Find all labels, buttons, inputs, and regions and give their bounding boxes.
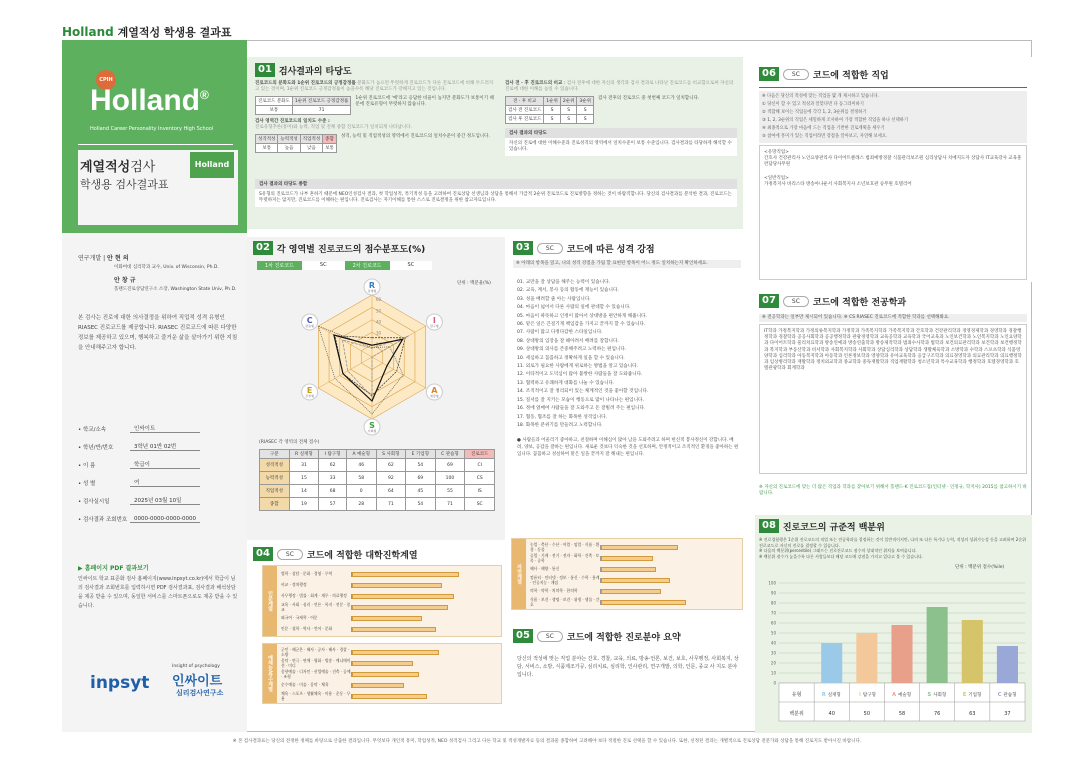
- strength-item: 12. 이타적이고 도덕심이 많아 불쌍한 사람들을 잘 도와줍니다.: [517, 372, 643, 378]
- student-field-label: • 이 름: [78, 463, 96, 469]
- y-tick: 0: [773, 680, 776, 686]
- percentile-bar-C: [997, 646, 1018, 683]
- instruction-item: ④ 최종적으로 가장 마음에 드는 직업을 기반한 진로계획을 세우기: [762, 126, 885, 131]
- strength-item: 03. 성을 배려할 줄 아는 사람입니다.: [517, 296, 591, 302]
- group-label: 예체능/특수계열: [263, 644, 277, 703]
- group-label: 인문계열: [263, 566, 277, 636]
- major-bar-track: [351, 627, 497, 632]
- ring-label: 60: [376, 297, 382, 303]
- major-bar: [352, 605, 448, 610]
- section-title: 코드에 적합한 대학진학계열: [306, 550, 418, 561]
- y-tick: 20: [770, 660, 776, 666]
- percentile-bar-A: [891, 625, 912, 683]
- y-tick: 50: [770, 630, 776, 636]
- major-bar-track: [351, 594, 497, 599]
- major-bar-label: 사무행정 · 법률 · 회계 · 재무 · 의료행정: [281, 593, 347, 599]
- strength-item: 02. 교육, 계서, 봉사 등의 활동에 재능이 있습니다.: [517, 288, 619, 294]
- y-tick: 90: [770, 590, 776, 596]
- type-name: 관습형: [1003, 693, 1017, 698]
- major-bar: [601, 589, 661, 594]
- major-bar-track: [351, 683, 497, 688]
- major-bar-label: 음악 · 연극 · 연예 · 영화 · 방송 · 예니메이션 · 미디: [281, 658, 351, 668]
- pre-post-table: 전 · 후 비교 1순위 2순위 3순위 검사 전 진로코드 S S S 검사 후 진로코드 S S S: [505, 96, 594, 124]
- major-bar: [601, 545, 678, 550]
- major-bar: [601, 600, 686, 605]
- major-bar-label: 교육 · 사회 · 심리 · 언론 · 복지 · 전문 · 종교: [281, 602, 351, 612]
- major-bar-track: [351, 572, 497, 577]
- instruction-item: ※ 다음은 당신의 적성에 맞는 직업을 몇 개 제시하고 있습니다.: [762, 94, 879, 99]
- major-bar: [352, 650, 439, 655]
- strength-item: 08. 상대방의 입장을 잘 헤아려서 배려를 잘합니다.: [517, 338, 619, 344]
- major-bar-track: [600, 556, 738, 561]
- code-letter: E: [306, 386, 313, 395]
- table-row-label: 백분위: [789, 711, 804, 717]
- table-header: E 기업형: [406, 450, 435, 459]
- major-bar: [352, 672, 419, 677]
- instruction-item: ③ 1, 2, 3순위의 직업은 세밀하게 조사하여 가장 적합한 직업을 하나 선택하기: [762, 118, 909, 123]
- y-tick: 30: [770, 650, 776, 656]
- table-cell: 성격적성: [260, 459, 290, 472]
- table-cell: 46: [346, 459, 376, 472]
- code-name: 실재형: [367, 289, 377, 293]
- major-bar-row: [281, 658, 497, 669]
- major-bar-track: [351, 616, 497, 621]
- student-field-value: 인싸이트: [130, 424, 200, 433]
- major-bar: [601, 556, 653, 561]
- table-header: A 예술형: [346, 450, 376, 459]
- code-name: 탐구형: [430, 324, 439, 328]
- ring-label: 30: [376, 330, 382, 336]
- table-header: I 탐구형: [319, 450, 346, 459]
- table-cell: CS: [465, 472, 495, 485]
- footer-note: ※ 본 검사결과표는 당신의 전정한 정체를 바탕으로 산출한 결과입니다. 무엇보다 개인적 흥미, 학업성적, NEO 성격검사 그리고 다른 학교 및 적성개발자료 등의 결과물 종합하여 고려해야 보다 적절한 진로 선택을 할 수 있습니다. 또한, 선정된 결과는 개별적으로 진로상담 전문가와 상담을 통해 진로지도 받아시길 바랍니다.: [232, 739, 862, 744]
- holland-badge: Holland: [190, 152, 234, 178]
- percentile-value: 37: [1004, 711, 1011, 717]
- y-tick: 60: [770, 620, 776, 626]
- type-letter: A: [892, 692, 896, 698]
- strength-item: 06. 맡은 일은 끈질기게 책임감을 가지고 끝까지 할 수 있습니다.: [517, 322, 646, 328]
- major-bar-row: [281, 569, 497, 580]
- major-bar-track: [600, 545, 738, 550]
- type-letter: S: [927, 692, 932, 698]
- major-bar-track: [351, 650, 497, 655]
- table-header: R 실재형: [289, 450, 319, 459]
- section-title: 코드에 적합한 진로분야 요약: [566, 632, 681, 643]
- type-name: 예술형: [898, 693, 912, 698]
- table-cell: 54: [406, 459, 435, 472]
- percentile-value: 50: [863, 711, 871, 717]
- cover-subtitle: 학생용 검사결과표: [80, 178, 169, 191]
- section-number: 08: [759, 519, 779, 533]
- section-title: 코드에 적합한 전공학과: [812, 297, 907, 308]
- author-name: 안 창 규: [114, 277, 136, 284]
- code-letter: I: [432, 316, 436, 325]
- page-title: [62, 24, 232, 40]
- major-bar: [352, 627, 436, 632]
- percentile-value: 76: [933, 711, 941, 717]
- instruction-item: ② 적합해 보이는 직업들에 각각 1, 2, 3순위를 결정하기: [762, 110, 867, 115]
- table-cell: 69: [435, 459, 465, 472]
- major-bar: [352, 616, 422, 621]
- major-bar-row: [281, 647, 497, 658]
- table-cell: 45: [406, 485, 435, 498]
- strength-item: 10. 세심하고 꼼꼼하고 정확하게 일을 할 수 있습니다.: [517, 355, 625, 361]
- table-cell: 종합: [260, 498, 290, 511]
- major-bar-row: [530, 597, 738, 608]
- percentile-value: 63: [969, 711, 976, 717]
- instruction-item: ⑤ 참여에 흥미가 있는 직업이라면 장점을 알아보고, 자연해 보세요.: [762, 134, 888, 139]
- student-field: [78, 469, 240, 487]
- student-field-value: 0000-0000-0000-0000: [130, 516, 200, 523]
- major-bar-track: [600, 589, 738, 594]
- table-cell: 71: [435, 498, 465, 511]
- ring-label: 50: [376, 308, 382, 314]
- table-header: 진로코드: [465, 450, 495, 459]
- percentile-bar-R: [821, 643, 842, 683]
- student-field: [78, 415, 240, 433]
- major-bar-row: [530, 575, 738, 586]
- table-cell: 0: [346, 485, 376, 498]
- major-group: [262, 643, 502, 704]
- y-tick: 100: [768, 580, 776, 586]
- section-number: 01: [255, 63, 275, 77]
- strength-item: 17. 협동, 협조를 잘 하는 화목한 성격입니다.: [517, 414, 607, 420]
- riasec-score-table: [259, 449, 495, 511]
- ring-label: 40: [376, 319, 382, 325]
- major-bar-row: [281, 624, 497, 635]
- instruction-item: ① 당신이 할 수 있고 적성과 알맞다면 다 동그라미하기: [762, 102, 864, 107]
- percentile-bar-S: [927, 607, 948, 683]
- type-letter: C: [997, 692, 1002, 698]
- student-field-label: • 검사실시일: [78, 499, 110, 505]
- section-title: 코드에 따른 성격 강점: [566, 244, 655, 255]
- student-field-value: 학급이: [130, 460, 200, 469]
- publisher-logo: inpsyt Insight of psychology 인싸이트 심리검사연구소: [90, 664, 224, 697]
- section-title: 진로코드의 규준적 백분위: [782, 522, 885, 533]
- homepage-guide: ▶ 홈페이지 PDF 결과보기 인싸이트 학교 표준화 검사 홈페이지(www.inpsyt.co.kr)에서 학급이 님의 검사결과 조회번호를 입력하시면 PDF 검사결과표, 검사결과 해석상담을 제공 받을 수 있으며, 동일한 서비스를 스마트폰으로도 제공 받을 수 있습니다.: [78, 565, 238, 609]
- major-group: [511, 538, 743, 610]
- percentile-bar-E: [962, 620, 983, 683]
- major-bar-label: 컴퓨터 · 인터넷 · 정보 · 통신 · 수학 · 통계 · 인공지능 · 게임: [530, 575, 600, 585]
- test-description: 본 검사는 진로에 대한 의사결정을 위하여 직업적 성격 유형인 RIASEC 진로코드를 제공합니다. RIASEC 진로코드에 따른 다양한 정보를 제공하고 있으며, 행복하고 즐거운 삶을 살아가기 위한 지침을 안내해주고자 합니다.: [78, 315, 238, 351]
- code-letter: S: [369, 421, 375, 430]
- major-bar: [601, 567, 656, 572]
- table-cell: IS: [465, 485, 495, 498]
- major-bar-label: 비교 · 정치행정: [281, 582, 307, 588]
- type-name: 사회형: [933, 693, 947, 698]
- student-field-label: • 성 별: [78, 481, 96, 487]
- major-bar-label: 법학 · 상담 · 문화 · 경영 · 무역: [281, 571, 333, 577]
- student-field-value: 여: [130, 478, 200, 487]
- table-cell: 69: [406, 472, 435, 485]
- code-name: 진취형: [305, 394, 314, 398]
- student-field: [78, 487, 240, 505]
- table-cell: 54: [406, 498, 435, 511]
- table-cell: 92: [376, 472, 405, 485]
- differentiation-table: 진로코드 분화도 1순위 진로코드 긍정감정률 보통 71: [255, 96, 351, 115]
- table-cell: 직업적성: [260, 485, 290, 498]
- section-strengths: 03 SC 코드에 따른 성격 강점 ※ 아래의 항목을 읽고, 나의 성격 강점을 가림 할 표현된 항목이 어느 정도 일치하는지 확인하세요. 01. 교만을 잘 상담을 해주는 능력이 있습니다. 02. 교육, 계서, 봉사 등의 활동에 재능이 있습니다. 03. 성을 배려할 줄 아는 사람입니다. 04. 마음이 넓어서 다른 사람의 일에 관대할 수 있습니다. 05. 마음이 따뜻하고 인정이 많아서 상대방을 편안하게 해줍니다. 06. 맡은 일은 끈질기게 책임감을 가지고 끝까지 할 수 있습니다. 07. 사람이 많고 다정다감한 스타일입니다. 08. 상대방의 입장을 잘 헤아려서 배려를 잘합니다. 09. 상대방의 의사를 존중해주려고 노력하는 편입니다. 10. 세심하고 꼼꼼하고 정확하게 일을 할 수 있습니다. 11. 외로가 필요한 사람에게 위로하는 방법을 알고 있습니다. 12. 이타적이고 도덕심이 많아 불쌍한 사람들을 잘 도와줍니다. 13. 협력하고 유쾌하게 대화를 나눌 수 있습니다. 14. 조직적이고 잘 정리되어 있는 체계적인 것을 좋아할 것입니다. 15. 질서를 잘 지키는 모습이 행동으로 많이 나타나는 편입니다. 16. 정에 얽매여 사람들을 잘 도와주고 돈 잘빌려 주는 편입니다. 17. 협동, 협조를 잘 하는 화목한 성격입니다. 18. 화목한 분위기를 만들려고 노력합니다. ● 사람들과 어울리기 좋아하고, 친절하며 이해심이 많아 남을 도와주려고 하며 헌신적 봉사정신이 강합니다. 배려, 양보, 공감을 잘하는 편입니다. 새로운 것보다 익숙한 것을 선호하며, 안정적이고 조직적인 환경을 좋아하는 편입니다. 꼼꼼하고 성실하여 맡은 일을 끝까지 잘 해내는 편입니다.: [511, 237, 743, 540]
- code-letter: A: [431, 386, 438, 395]
- type-letter: I: [858, 692, 861, 698]
- cover-panel: [62, 40, 247, 233]
- table-cell: 62: [319, 459, 346, 472]
- y-tick: 10: [770, 670, 776, 676]
- radar-chart: [277, 277, 467, 437]
- percentile-value: 40: [828, 711, 835, 717]
- table-cell: 33: [319, 472, 346, 485]
- table-cell: SC: [465, 498, 495, 511]
- major-bar-row: [281, 602, 497, 613]
- major-group: [262, 565, 502, 637]
- strength-item: 16. 정에 얽매여 사람들을 잘 도와주고 돈 잘빌려 주는 편입니다.: [517, 406, 646, 412]
- major-chart-right: [511, 538, 743, 630]
- consistency-table: 성격적성 능력적성 직업적성 종합 보통 높음 낮음 보통: [255, 134, 337, 153]
- section-number: 04: [253, 547, 273, 561]
- major-bar: [352, 694, 427, 699]
- major-bar: [352, 661, 413, 666]
- major-bar-track: [600, 578, 738, 583]
- student-field: [78, 505, 240, 523]
- section-career-summary: 05 SC 코드에 적합한 진로분야 요약 당신의 적성에 맞는 직업 분야는 간호, 경찰, 교육, 의료, 방송·언론, 보건, 보호, 사무행정, 사회복지, 상담, 서비스, 소방, 식품제조가공, 심리치료, 심리학, 인사관리, 연구개발, 의학, 인문, 종교 사 지도 분야입니다.: [511, 627, 743, 727]
- y-tick: 40: [770, 640, 776, 646]
- percentile-bar-I: [856, 633, 877, 683]
- major-bar-row: [281, 591, 497, 602]
- strength-item: 07. 사람이 많고 다정다감한 스타일입니다.: [517, 330, 603, 336]
- section-number: 02: [253, 241, 273, 255]
- major-bar-label: 군인 · 해군은 · 해사 · 공사 · 해사 · 경찰 · 소방: [281, 647, 350, 657]
- major-bar-label: 순수예술 · 미술 · 음악 · 체육: [281, 682, 329, 688]
- table-cell: 100: [435, 472, 465, 485]
- section-number: 07: [759, 294, 779, 308]
- major-bar-track: [351, 583, 497, 588]
- major-bar: [352, 594, 454, 599]
- strength-item: 01. 교만을 잘 상담을 해주는 능력이 있습니다.: [517, 280, 610, 285]
- student-field: [78, 451, 240, 469]
- cpih-logo: CPIH: [96, 70, 116, 90]
- table-cell: 55: [435, 485, 465, 498]
- major-bar-label: 해사 · 해양 · 통신: [530, 566, 560, 572]
- major-bar-row: [281, 669, 497, 680]
- student-field: [78, 433, 240, 451]
- table-header: S 사회형: [376, 450, 405, 459]
- code-name: 관습형: [305, 324, 314, 328]
- section-number: 05: [513, 629, 533, 643]
- student-field-label: • 학년/반/번호: [78, 445, 114, 451]
- page-subtitle: 계열적성 학생용 결과표: [117, 26, 232, 39]
- table-head-label: 유형: [791, 692, 802, 698]
- major-bar-row: [281, 680, 497, 691]
- table-cell: 71: [376, 498, 405, 511]
- code-name: 예술형: [430, 394, 439, 398]
- section-majors: 07 SC 코드에 적합한 전공학과 ※ 전공학과는 일부만 제시되어 있습니다. ※ CS RIASEC 진로코드에 적합한 학과를 선택해봐요. IT학과 가정복지학과 가정의류복지학과 가정학과 가족복지학과 가족복지학과 간호학과 건강관리학과 경영경제학과 경영학과 경찰행정학과 경찰학과 공공사회학과 공공행정학과 관광경영학과 교육공학과 교육학과 국어교육과 노인보건학과 노인복지학과 노인요양학과 다이어트학과 물리치료학과 방송연예과 방송연출학과 방송제작학과 범죄수사학과 법학과 보건의료관리학과 보건학과 보건행정학과 복지학과 부동산학과 비서학과 사회복지학과 사회학과 상담심리학과 상담학과 생활체육학과 소방학과 수학과 스포츠학과 식품영양학과 심리학과 아동복지학과 아동학과 언론정보학과 영양학과 유아교육학과 응급구조학과 의료경영학과 의료관리학과 의료행정학과 임상병리학과 재활학과 정치외교학과 종교학과 중독재활학과 직업재활학과 청소년학과 특수교육학과 행정학과 호텔경영학과 호텔관광학과 회계학과 ※ 자신의 진로코드에 맞는 더 많은 직업과 학과를 찾아보기 위해서 홀랜드-K 진로코드집(인터넷 · 인정규, 학지사) 2015를 참고하시기 바랍니다.: [759, 295, 1027, 496]
- major-bar-track: [600, 600, 738, 605]
- major-bar-track: [351, 605, 497, 610]
- section-percentile: 08 진로코드의 규준적 백분위 ※ 진로경험행은 1순위 진로코드의 직업 또는 전공학과를 결정하는 것이 일반적이지만, 나의 또 다른 특기나 능력, 적성의 성취가능성 등을 고려하여 2순위 진로코드로 자신의 진로를 결정할 수 있습니다. ※ 다음의 백분위(percentile) 그래프는 진로진로코드 점수의 상대적인 위치를 보여줍니다. ※ 백분위 점수가 높을수록 다른 사람들보다 해당 코드에 강점을 가지고 있다고 볼 수 있습니다. 단위 : 백분위 점수(%ile) 100 90 80 70 60 50 40 30 20 10 0 유형 백분위 R 실재형 40 I 탐구형 50 A 예술형 58 S 사회형 76 E 기업형 63 C 관습형 37: [755, 515, 1032, 733]
- type-name: 기업형: [968, 693, 982, 698]
- cover-title-box: [78, 150, 238, 225]
- section-title: 코드에 적합한 직업: [812, 70, 889, 81]
- major-bar-label: 공업 · 기계 · 전기 · 전자 · 화학 · 건축 · 토목 · 공학: [530, 553, 600, 563]
- info-panel: [62, 233, 247, 732]
- type-name: 탐구형: [862, 693, 876, 698]
- table-cell: 57: [319, 498, 346, 511]
- type-letter: R: [821, 692, 826, 698]
- major-bar-row: [281, 691, 497, 702]
- authors: 연구개발 | 안 현 의 이화여대 심리학과 교수, Univ. of Wisconsin, Ph.D. 안 창 규 홀랜드진로상담연구소 소장, Washington State Univ, Ph.D.: [78, 255, 237, 292]
- major-bar-label: 외국어 · 국제학 · 어문: [281, 615, 318, 621]
- table-cell: 64: [376, 485, 405, 498]
- code-name: 사회형: [367, 429, 377, 433]
- student-field-value: 2025년 03월 10일: [130, 496, 200, 505]
- student-field-value: 3학년 01반 02번: [130, 442, 200, 451]
- section-jobs: 06 SC 코드에 적합한 직업 ※ 다음은 당신의 적성에 맞는 직업을 몇 개 제시하고 있습니다. ① 당신이 할 수 있고 적성과 알맞다면 다 동그라미하기 ② 적합해 보이는 직업들에 각각 1, 2, 3순위를 결정하기 ③ 1, 2, 3순위의 직업은 세밀하게 조사하여 가장 적합한 직업을 하나 선택하기 ④ 최종적으로 가장 마음에 드는 직업을 기반한 진로계획을 세우기 ⑤ 참여에 흥미가 있는 직업이라면 장점을 알아보고, 자연해 보세요. <유망직업> 간호사 건강관리사 노인요양관리사 다이어트클래스 범죄예방경찰 식품관리보조원 심리상담사 치매지도자 상담사 IT교육강사 교육훈련담당사무원 <일반직업> 가정복지사 바리스타 방송아나운서 사회복지사 소년보호관 승무원 호텔리어: [755, 57, 1032, 282]
- major-bar: [352, 683, 404, 688]
- student-field-label: • 학교/소속: [78, 427, 107, 433]
- strength-item: 13. 협력하고 유쾌하게 대화를 나눌 수 있습니다.: [517, 380, 615, 386]
- major-bar-row: [530, 542, 738, 553]
- section-riasec-chart: 02 각 영역별 진로코드의 점수분포도(%) 1차 진로코드 SC 2차 진로코드 SC 단위 : 백분율(%) 60 50 40 30 20 R 실재형 I 탐구형 A 예술형 S 사회형 E 진취형 C 관습형 (RIASEC 각 영역의 전체 점수) 구분 R 실재형 I 탐구형 A 예술형 S 사회형 E 기업형 C 관습형 진로코드 성격적성 31 62 46 62 54 69 CI 능력적성 15 33 58 92 69 100 CS 직업적성 14 68 0 64 45 55 IS 종합 19 57 28 71 54 71 SC: [247, 237, 505, 540]
- table-cell: CI: [465, 459, 495, 472]
- code-legend: 1차 진로코드 SC 2차 진로코드 SC: [257, 261, 432, 270]
- major-bar-label: 인문 · 철학 · 역사 · 언어 · 문화: [281, 626, 333, 632]
- strength-list: [517, 279, 739, 430]
- table-cell: 68: [319, 485, 346, 498]
- cover-title: 계열적성검사: [80, 160, 156, 175]
- section-number: 06: [759, 67, 779, 81]
- strength-item: 11. 외로가 필요한 사람에게 위로하는 방법을 알고 있습니다.: [517, 364, 639, 370]
- author-name: 안 현 의: [107, 255, 129, 262]
- strength-item: 09. 상대방의 의사를 존중해주려고 노력하는 편입니다.: [517, 347, 627, 353]
- section-title: 각 영역별 진로코드의 점수분포도(%): [276, 244, 426, 255]
- major-bar-track: [600, 567, 738, 572]
- type-letter: E: [962, 692, 967, 698]
- y-tick: 80: [770, 600, 776, 606]
- holland-logo: Holland®: [90, 84, 209, 117]
- type-name: 실재형: [827, 693, 841, 698]
- major-bar-label: 식품 · 보건 · 생명 · 보건 · 위생 · 생물 · 간호: [530, 597, 600, 607]
- cover-tagline: Holland Career Personality Inventory High School: [90, 126, 214, 132]
- major-bar-label: 체육 · 스포츠 · 생활체육 · 미용 · 운동 · 무용: [281, 691, 351, 701]
- major-bar: [352, 572, 459, 577]
- strength-item: 15. 질서를 잘 지키는 모습이 행동으로 많이 나타나는 편입니다.: [517, 397, 644, 403]
- major-bar: [601, 578, 670, 583]
- table-cell: 28: [346, 498, 376, 511]
- table-cell: 능력적성: [260, 472, 290, 485]
- percentile-chart: [759, 573, 1029, 733]
- major-bar-label: 의학 · 약학 · 치의학 · 한의학: [530, 588, 578, 594]
- table-cell: 14: [289, 485, 319, 498]
- major-bar-row: [281, 580, 497, 591]
- strength-item: 14. 조직적이고 잘 정리되어 있는 체계적인 것을 좋아할 것입니다.: [517, 389, 649, 395]
- major-bar-track: [351, 694, 497, 699]
- code-letter: R: [368, 281, 376, 290]
- group-label: 자연계열: [512, 539, 526, 609]
- table-cell: 19: [289, 498, 319, 511]
- table-cell: 62: [376, 459, 405, 472]
- section-validity: 01 검사결과의 타당도 진로코드의 분화도와 1순위 진로코드의 긍정감정률 분화도가 높으면 뚜렷하게 진로코드가 다른 진로코드에 비해 두드러지고 있는 것이며, 1순위 진로코드 긍정감정률이 높을수록 해당 진로코드가 강해지고 있는 것입니다. 진로코드 분화도 1순위 진로코드 긍정감정률 보통 71 1순위 진로코드에 '예'라고 응답한 비율이 높지만 분화도가 보통이기 때문에 진로유형이 뚜렷하지 않습니다. 검사 영역간 진로코드의 일치도 수준 : 진로유형추론(흥미)와 능력, 직업 및 전체 종합 진로코드가 일치되게 나타납니다. 성격적성 능력적성 직업적성 종합 보통 높음 낮음 보통 성격, 능력 및 직업적성의 영역에서 진로코드의 일치수준이 중간 정도입니다. 검사 전 · 후 진로코드의 비교 : 검사 전후에 대한 자신의 생각과 검사 결과로 나타난 진로코드를 비교함으로써 자신의 진로에 대한 이해를 높일 수 있습니다. 전 · 후 비교 1순위 2순위 3순위 검사 전 진로코드 S S S 검사 후 진로코드 S S S 검사 전후의 진로코드 중 첫번째 코드가 일치합니다. 검사 결과의 타당도 자신의 진로에 대한 이해수준과 진로성격의 영역에서 일치수준이 보통 수준입니다. 검사결과를 타당하게 해석할 수 있습니다. 검사 결과의 타당도 종합 S유형의 진로코드가 나부 흔하기 때문에 NEO인성검사 결과, 첫 학업성적, 특기적성 등을 고려하여 진로상담 선생님과 상담을 통해서 가급적 2순위 진로코드로 진로방향을 정하는 것이 바람직합니다. 당신의 검사결과를 분석한 결과, 진로코드는 뚜렷하지는 않지만, 진로코드를 이해하는 편입니다. 진로검사는 자기이해를 통한 스스로 진로결정을 위한 참고자료입니다.: [247, 57, 743, 229]
- major-bar-label: 음향예술 · 디자인 · 산업예술 · 건축 · 공예 · 조형: [281, 669, 351, 679]
- major-chart-left: [262, 565, 502, 735]
- table-header: 구분: [260, 450, 290, 459]
- table-cell: 58: [346, 472, 376, 485]
- code-letter: C: [306, 316, 313, 325]
- strength-item: 04. 마음이 넓어서 다른 사람의 일에 관대할 수 있습니다.: [517, 305, 631, 311]
- major-bar-row: [530, 553, 738, 564]
- student-field-label: • 검사결과 조회번호: [78, 517, 128, 523]
- y-tick: 70: [770, 610, 776, 616]
- major-bar-track: [351, 661, 497, 666]
- strength-item: 18. 화목한 분위기를 만들려고 노력합니다.: [517, 422, 603, 428]
- major-bar-label: 농업 · 축산 · 수산 · 어업 · 임업 · 식품 · 환경 · 동물: [530, 542, 600, 552]
- major-bar: [352, 583, 442, 588]
- student-info: [78, 415, 240, 523]
- table-header: C 관습형: [435, 450, 465, 459]
- major-bar-row: [530, 586, 738, 597]
- table-cell: 15: [289, 472, 319, 485]
- table-cell: 31: [289, 459, 319, 472]
- section-title: 검사결과의 타당도: [278, 66, 352, 77]
- major-bar-track: [351, 672, 497, 677]
- major-bar-row: [281, 613, 497, 624]
- percentile-value: 58: [898, 711, 906, 717]
- brand-name: Holland: [62, 25, 114, 39]
- major-bar-row: [530, 564, 738, 575]
- section-number: 03: [513, 241, 533, 255]
- ring-label: 20: [376, 341, 382, 347]
- strength-item: 05. 마음이 따뜻하고 인정이 많아서 상대방을 편안하게 해줍니다.: [517, 313, 647, 319]
